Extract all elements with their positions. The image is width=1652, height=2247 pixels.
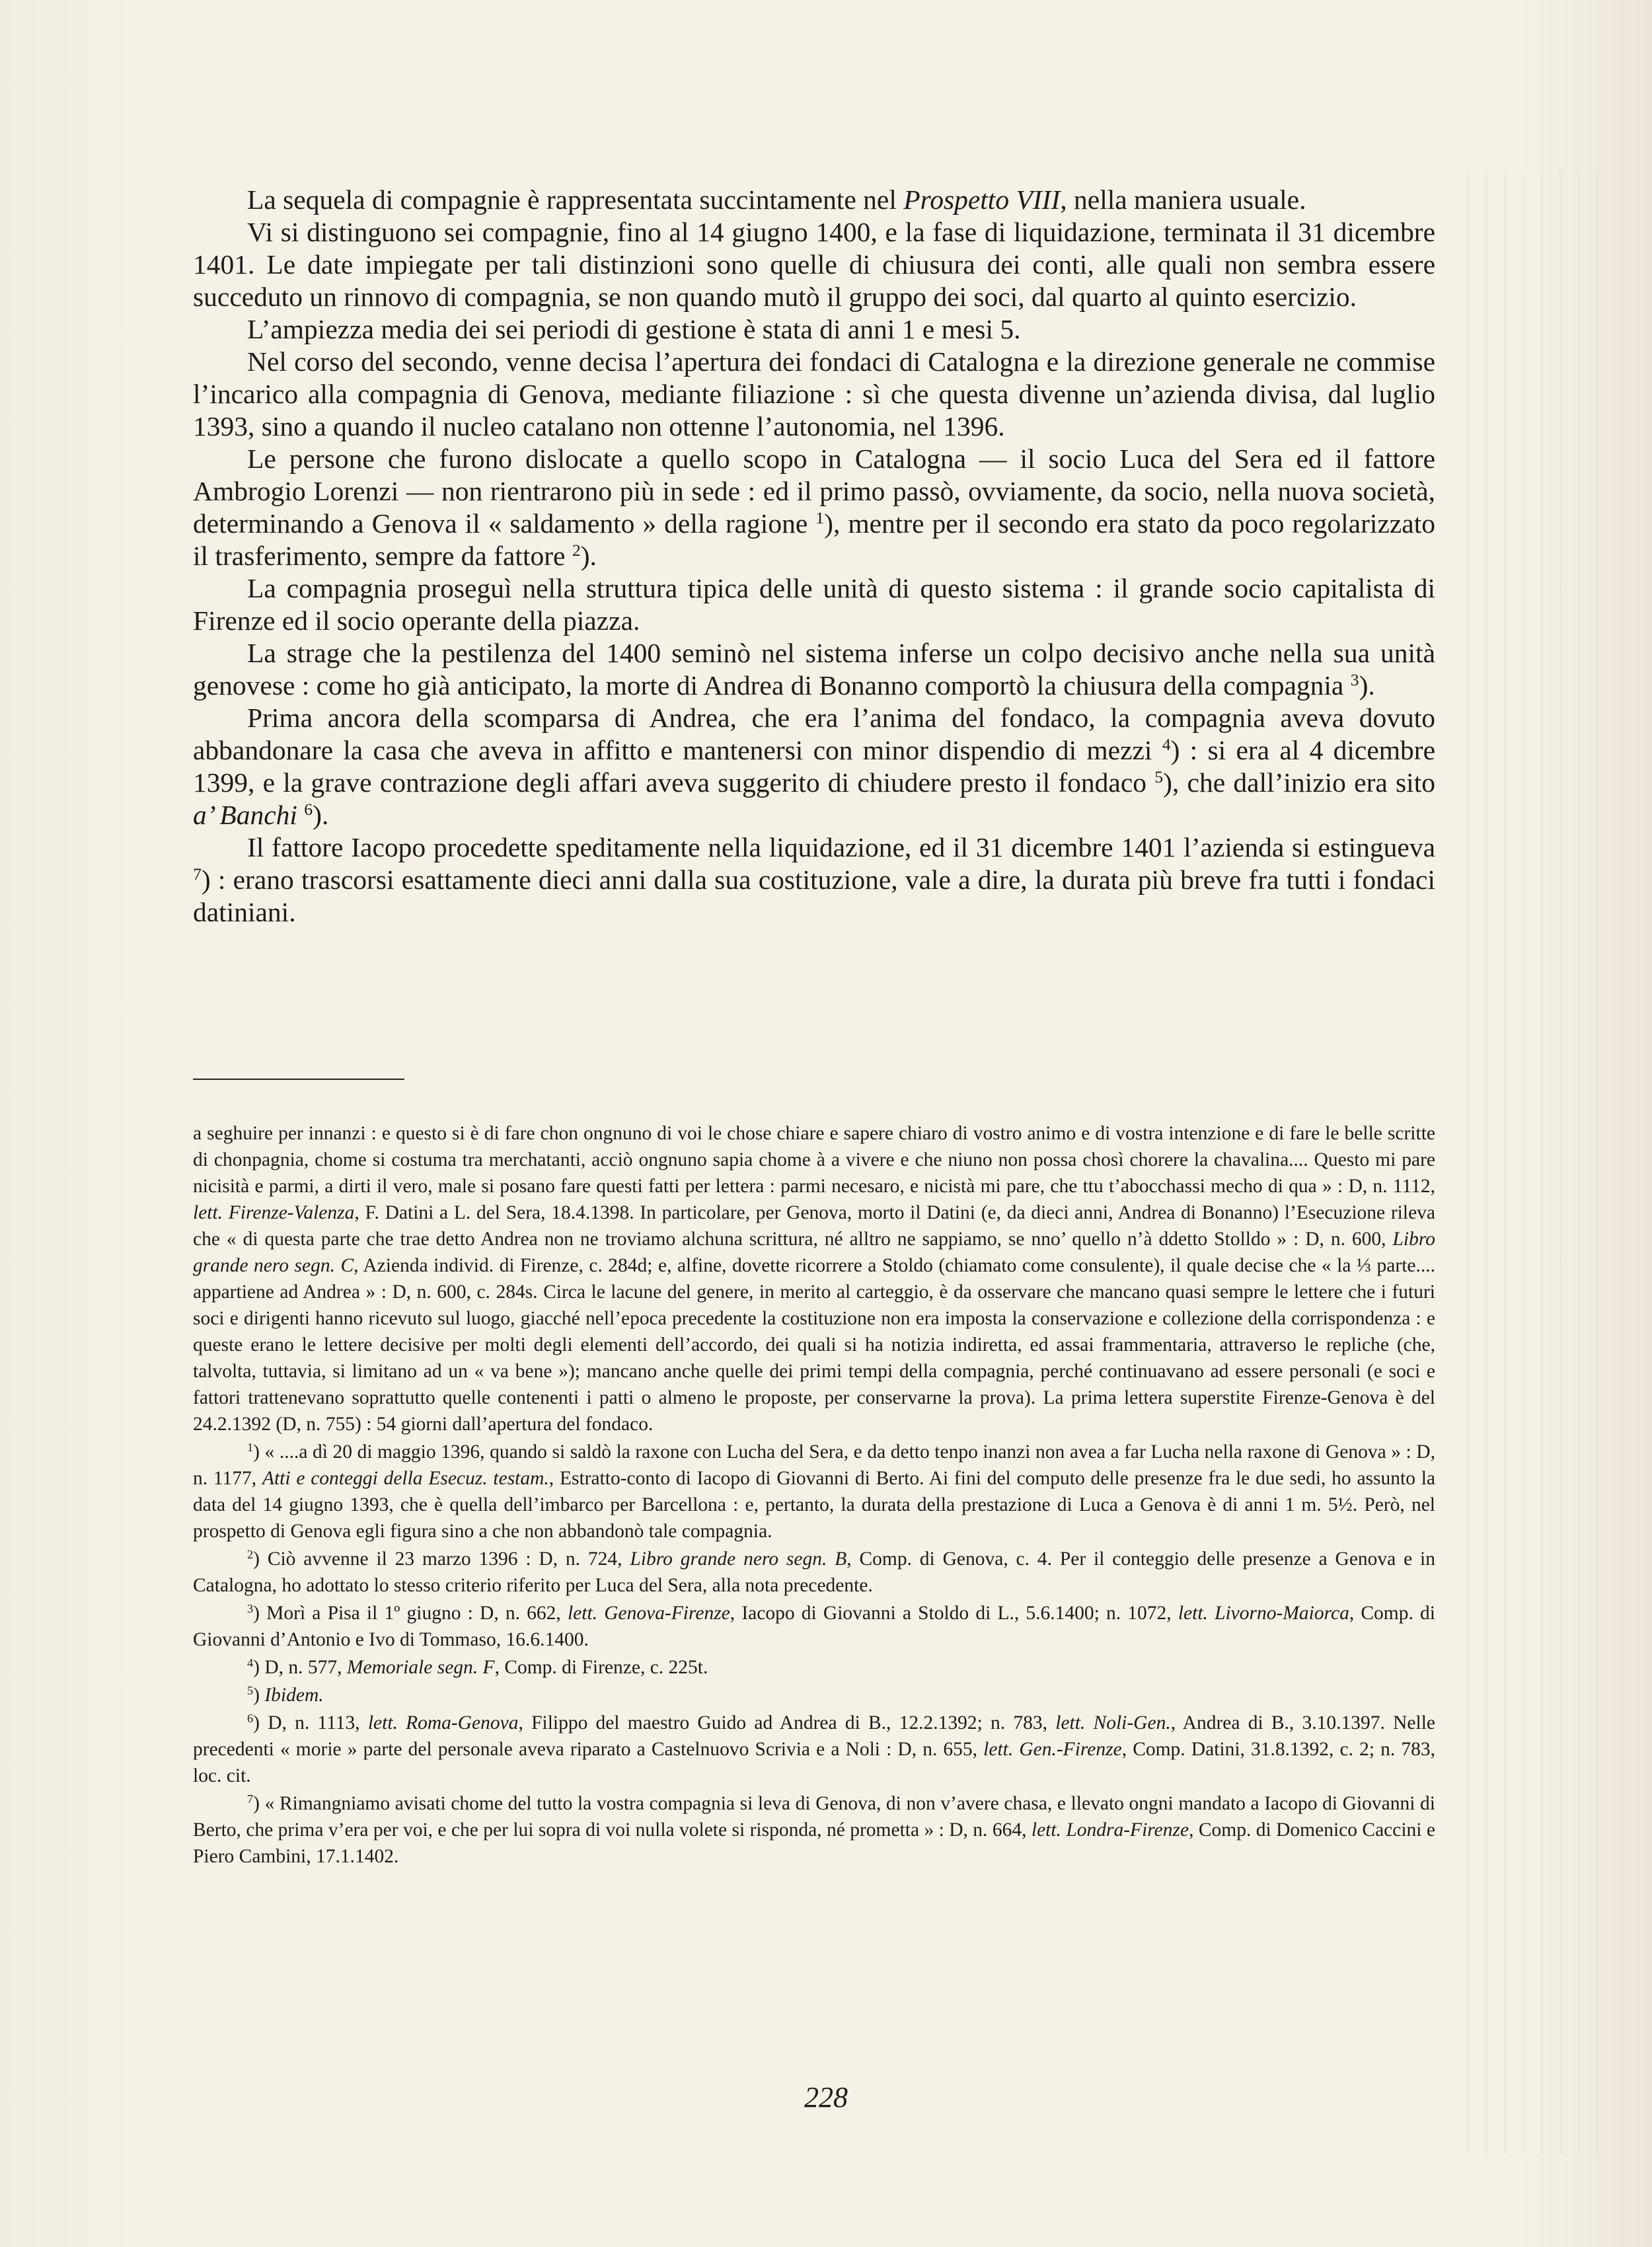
footnote-continuation: a seghuire per innanzi : e questo si è di fare chon ongnuno di voi le chose chiare e sapere chiaro di vostro animo e di vostra intenzione e di fare le belle scritte di chonpagnia, chome si costuma tra merchatanti, acciò ongnuno sapia chome à a vivere e che niuno non possa chosì chorere la chavalina.... Questo mi pare nicisità e parmi, a dirti il vero, male si posano fare questi fatti per lettera : parmi necesaro, e nicistà mi pare, che ttu t’abocchassi mecho di qua » : D, n. 1112, lett. Firenze-Valenza, F. Datini a L. del Sera, 18.4.1398. In particolare, per Genova, morto il Datini (e, da dieci anni, Andrea di Bonanno) l’Esecuzione rileva che « di questa parte che trae detto Andrea non ne troviamo alchuna scrittura, né alltro ne sappiamo, se nno’ quello n’à ddetto Stolldo » : D, n. 600, Libro grande nero segn. C, Azienda individ. di Firenze, c. 284d; e, alfine, dovette ricorrere a Stoldo (chiamato come consulente), il quale decise che « la ⅓ parte.... appartiene ad Andrea » : D, n. 600, c. 284s. Circa le lacune del genere, in merito al carteggio, è da osservare che mancano quasi sempre le lettere che i futuri soci e dirigenti hanno ricevuto sul luogo, giacché nell’epoca precedente la costituzione non era imposta la conservazione e collezione della corrispondenza : e queste erano le lettere decisive per molti degli elementi dell’accordo, dei quali si ha notizia indiretta, ed assai frammentaria, attraverso le repliche (che, talvolta, tuttavia, si limitano ad un « va bene »); mancano anche quelle dei primi tempi della compagnia, perché continuavano ad essere personali (e soci e fattori trattenevano soprattutto quelle contenenti i patti o almeno le proposte, per conservarne la prova). La prima lettera superstite Firenze-Genova è del 24.2.1392 (D, n. 755) : 54 giorni dall’apertura del fondaco. [193, 1123, 1436, 1435]
paragraph: Il fattore Iacopo procedette speditamente nella liquidazione, ed il 31 dicembre 1401 l’azienda si estingueva $^7$) : erano trascorsi esattamente dieci anni dalla sua costituzione, vale a dire, la durata più breve fra tutti i fondaci datiniani. [193, 832, 1435, 927]
footnote-ref: 4 [1162, 734, 1171, 754]
footnote-5: $^5$) Ibidem. [247, 1683, 324, 1706]
footnote-7: $^7$) « Rimangniamo avisati chome del tutto la vostra compagnia si leva di Genova, di non v’avere chasa, e llevato ongni mandato a Iacopo di Giovanni di Berto, che prima v’era per voi, e che per lui sopra di voi nulla volete si risponda, né prometta » : D, n. 664, lett. Londra-Firenze, Comp. di Domenico Caccini e Piero Cambini, 17.1.1402. [193, 1792, 1436, 1867]
paragraph: Prima ancora della scomparsa di Andrea, che era l’anima del fondaco, la compagnia aveva dovuto abbandonare la casa che aveva in affitto e mantenersi con minor dispendio di mezzi $^4$) : si era al 4 dicembre 1399, e la grave contrazione degli affari aveva suggerito di chiudere presto il fondaco $^5$), che dall’inizio era sito a’ Banchi $^6$). [193, 703, 1436, 830]
paragraph: La strage che la pestilenza del 1400 seminò nel sistema inferse un colpo decisivo anche nella sua unità genovese : come ho già anticipato, la morte di Andrea di Bonanno comportò la chiusura della compagnia $^3$). [193, 638, 1435, 701]
footnote-1: $^1$) « ....a dì 20 di maggio 1396, quando si saldò la raxone con Lucha del Sera, e da detto tenpo inanzi non avea a far Lucha nella raxone di Genova » : D, n. 1177, Atti e conteggi della Esecuz. testam., Estratto-conto di Iacopo di Giovanni di Berto. Ai fini del computo delle presenze fra le due sedi, ho assunto la data del 14 giugno 1393, che è quella dell’imbarco per Barcellona : e, pertanto, la durata della prestazione di Luca a Genova è di anni 1 m. 5½. Però, nel prospetto di Genova egli figura sino a che non abbandonò tale compagnia. [193, 1440, 1436, 1542]
paragraph: Vi si distinguono sei compagnie, fino al 14 giugno 1400, e la fase di liquidazione, terminata il 31 dicembre 1401. Le date impiegate per tali distinzioni sono quelle di chiusura dei conti, alle quali non sembra essere succeduto un rinnovo di compagnia, se non quando mutò il gruppo dei soci, dal quarto al quinto esercizio. [193, 217, 1435, 312]
footnote-ref: 3 [1350, 669, 1359, 689]
footnote-ref: 1 [815, 508, 825, 527]
bleed-through-texture [1467, 172, 1599, 2154]
footnote-separator [193, 1079, 404, 1080]
paragraph: Nel corso del secondo, venne decisa l’apertura dei fondaci di Catalogna e la direzione generale ne commise l’incarico alla compagnia di Genova, mediante filiazione : sì che questa divenne un’azienda divisa, dal luglio 1393, sino a quando il nucleo catalano non ottenne l’autonomia, nel 1396. [193, 346, 1435, 441]
page-number: 228 [804, 2081, 848, 2114]
footnote-2: $^2$) Ciò avvenne il 23 marzo 1396 : D, n. 724, Libro grande nero segn. B, Comp. di Genova, c. 4. Per il conteggio delle presenze a Genova e in Catalogna, ho adottato lo stesso criterio riferito per Luca del Sera, alla nota precedente. [193, 1547, 1435, 1596]
paragraph: Le persone che furono dislocate a quello scopo in Catalogna — il socio Luca del Sera ed il fattore Ambrogio Lorenzi — non rientrarono più in sede : ed il primo passò, ovviamente, da socio, nella nuova società, determinando a Genova il « saldamento » della ragione $^1$), mentre per il secondo era stato da poco regolarizzato il trasferimento, sempre da fattore $^2$). [193, 443, 1435, 571]
footnote-4: $^4$) D, n. 577, Memoriale segn. F, Comp. di Firenze, c. 225t. [247, 1656, 708, 1678]
footnote-ref: 7 [193, 864, 202, 884]
footnotes [193, 1120, 1435, 1870]
footnote-6: $^6$) D, n. 1113, lett. Roma-Genova, Filippo del maestro Guido ad Andrea di B., 12.2.1392; n. 783, lett. Noli-Gen., Andrea di B., 3.10.1397. Nelle precedenti « morie » parte del personale aveva riparato a Castelnuovo Scrivia e a Noli : D, n. 655, lett. Gen.-Firenze, Comp. Datini, 31.8.1392, c. 2; n. 783, loc. cit. [193, 1711, 1435, 1786]
footnote-ref: 6 [304, 799, 313, 819]
paragraph: L’ampiezza media dei sei periodi di gestione è stata di anni 1 e mesi 5. [247, 314, 1021, 344]
paragraph: La compagnia proseguì nella struttura tipica delle unità di questo sistema : il grande socio capitalista di Firenze ed il socio operante della piazza. [193, 573, 1435, 636]
footnote-ref: 2 [572, 540, 581, 560]
paragraph: La sequela di compagnie è rappresentata succintamente nel Prospetto VIII, nella maniera usuale. [247, 184, 1306, 215]
footnote-3: $^3$) Morì a Pisa il 1º giugno : D, n. 662, lett. Genova-Firenze, Iacopo di Giovanni a Stoldo di L., 5.6.1400; n. 1072, lett. Livorno-Maiorca, Comp. di Giovanni d’Antonio e Ivo di Tommaso, 16.6.1400. [193, 1601, 1435, 1650]
footnote-ref: 5 [1154, 767, 1164, 786]
main-text [193, 184, 1435, 929]
